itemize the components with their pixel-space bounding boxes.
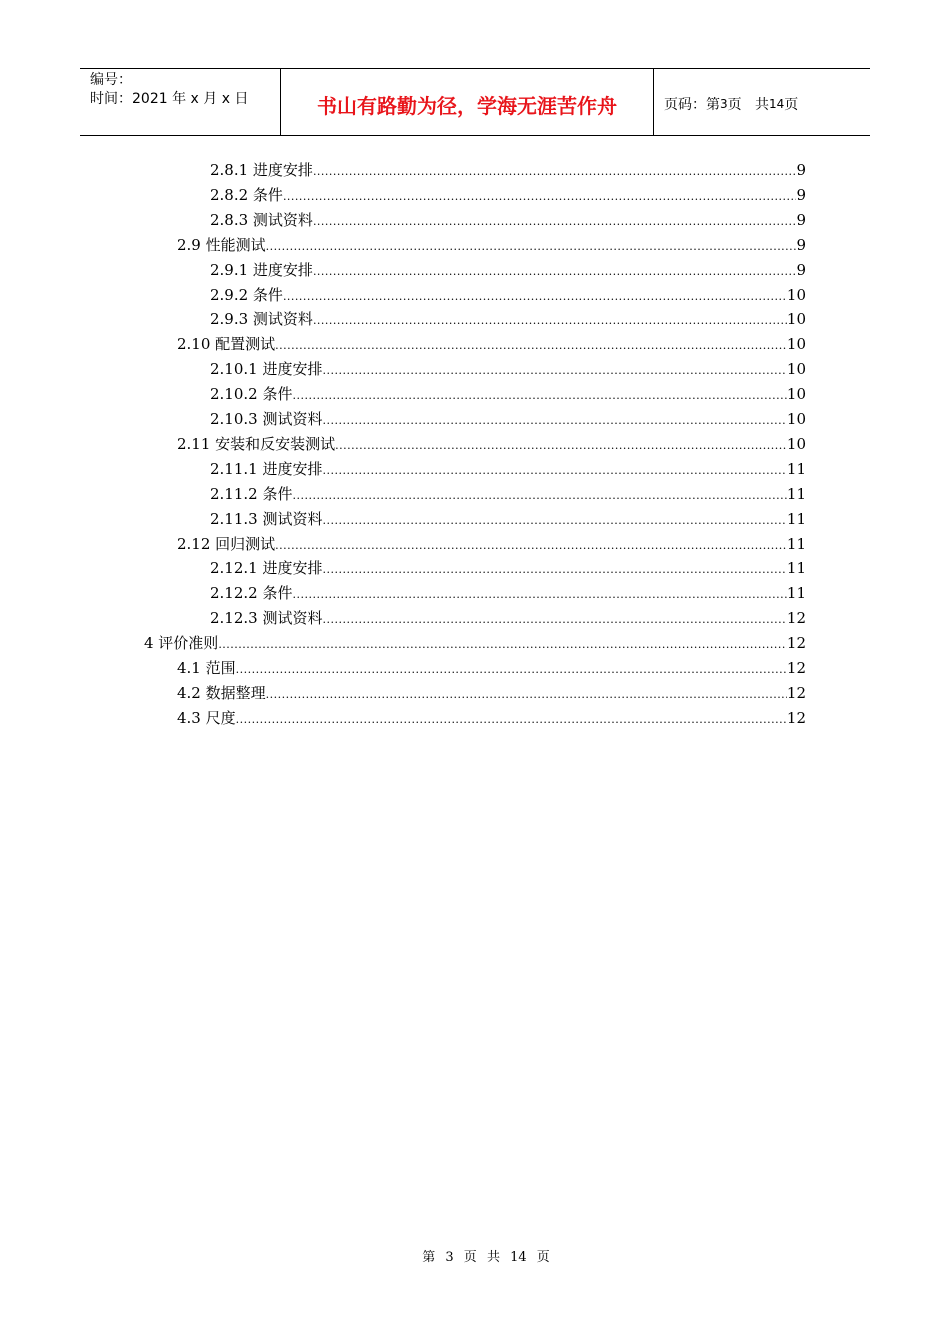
toc-entry-page: 11 (786, 584, 806, 602)
toc-entry-title: 2.10.2 条件 (210, 385, 293, 403)
toc-entry-page: 10 (786, 335, 806, 353)
toc-entry-page: 11 (786, 510, 806, 528)
document-date: 时间：2021 年 x 月 x 日 (90, 91, 249, 107)
toc-entry[interactable] (177, 707, 806, 729)
toc-entry-page: 10 (786, 360, 806, 378)
toc-entry-title: 2.11.1 进度安排 (210, 460, 323, 478)
toc-entry-page: 10 (786, 286, 806, 304)
toc-entry-title: 4.1 范围 (177, 659, 236, 677)
footer-total-pages: 14 (510, 1250, 527, 1265)
toc-leader-dots (322, 609, 786, 631)
toc-entry-title: 2.9.3 测试资料 (210, 310, 313, 328)
toc-entry[interactable] (210, 582, 806, 604)
toc-entry-title: 2.12.2 条件 (210, 584, 293, 602)
toc-leader-dots (313, 211, 797, 233)
toc-entry[interactable] (177, 657, 806, 679)
toc-entry-title: 4.3 尺度 (177, 709, 236, 727)
toc-entry[interactable] (210, 458, 806, 480)
footer-current-page: 3 (445, 1250, 454, 1265)
toc-leader-dots (275, 335, 787, 357)
toc-entry[interactable] (210, 308, 806, 330)
toc-entry[interactable] (177, 234, 806, 256)
toc-entry[interactable] (177, 682, 806, 704)
header-page-info (654, 69, 870, 135)
toc-leader-dots (236, 659, 787, 681)
toc-leader-dots (313, 161, 797, 183)
footer-mid1: 页 (463, 1250, 477, 1265)
toc-entry-title: 2.9.1 进度安排 (210, 261, 313, 279)
toc-leader-dots (322, 410, 786, 432)
toc-leader-dots (292, 485, 786, 507)
header-page-prefix: 页码：第 (664, 97, 720, 113)
toc-entry[interactable] (210, 184, 806, 206)
toc-leader-dots (313, 310, 787, 332)
document-number-label: 编号： (90, 72, 132, 88)
toc-entry-title: 2.11.2 条件 (210, 485, 293, 503)
toc-entry-title: 2.12.1 进度安排 (210, 559, 323, 577)
toc-entry[interactable] (210, 607, 806, 629)
toc-entry[interactable] (144, 632, 806, 654)
toc-entry[interactable] (210, 209, 806, 231)
toc-entry[interactable] (177, 533, 806, 555)
toc-entry[interactable] (210, 557, 806, 579)
toc-entry-title: 2.9.2 条件 (210, 286, 283, 304)
toc-entry-page: 10 (786, 310, 806, 328)
toc-entry-page: 12 (786, 709, 806, 727)
page-header (80, 68, 870, 136)
toc-entry[interactable] (177, 333, 806, 355)
toc-entry[interactable] (210, 358, 806, 380)
toc-leader-dots (335, 435, 787, 457)
toc-entry-page: 12 (786, 609, 806, 627)
toc-entry-page: 12 (786, 634, 806, 652)
toc-entry[interactable] (210, 408, 806, 430)
toc-leader-dots (218, 634, 787, 656)
toc-leader-dots (313, 261, 797, 283)
toc-leader-dots (322, 510, 786, 532)
toc-entry-title: 2.9 性能测试 (177, 236, 266, 254)
header-motto: 书山有路勤为径，学海无涯苦作舟 (281, 69, 654, 135)
footer-prefix: 第 (422, 1250, 436, 1265)
toc-entry-title: 4.2 数据整理 (177, 684, 266, 702)
toc-entry-page: 9 (796, 186, 806, 204)
toc-entry-page: 11 (786, 485, 806, 503)
toc-entry[interactable] (210, 383, 806, 405)
toc-entry-title: 2.8.2 条件 (210, 186, 283, 204)
toc-entry-page: 9 (796, 161, 806, 179)
toc-entry-page: 12 (786, 684, 806, 702)
toc-leader-dots (266, 684, 787, 706)
toc-entry-page: 12 (786, 659, 806, 677)
header-page-suffix: 页 (784, 97, 799, 113)
toc-entry[interactable] (210, 284, 806, 306)
toc-entry-title: 2.12 回归测试 (177, 535, 276, 553)
toc-leader-dots (292, 584, 786, 606)
page-footer (0, 1246, 950, 1265)
toc-entry-page: 11 (786, 559, 806, 577)
footer-suffix: 页 (536, 1250, 550, 1265)
header-page-total: 14 (769, 97, 785, 111)
toc-entry-page: 10 (786, 410, 806, 428)
toc-entry[interactable] (210, 508, 806, 530)
toc-leader-dots (283, 186, 797, 208)
toc-entry-title: 2.11.3 测试资料 (210, 510, 323, 528)
toc-entry-title: 2.12.3 测试资料 (210, 609, 323, 627)
toc-leader-dots (292, 385, 786, 407)
toc-entry-title: 2.10.3 测试资料 (210, 410, 323, 428)
toc-entry[interactable] (177, 433, 806, 455)
toc-entry-title: 2.8.1 进度安排 (210, 161, 313, 179)
toc-entry-title: 2.8.3 测试资料 (210, 211, 313, 229)
toc-leader-dots (283, 286, 787, 308)
toc-entry-page: 9 (796, 261, 806, 279)
header-page-current: 3 (720, 97, 728, 111)
header-page-mid: 页 共 (727, 97, 769, 113)
toc-entry-page: 9 (796, 236, 806, 254)
toc-entry-page: 9 (796, 211, 806, 229)
toc-entry-page: 10 (786, 385, 806, 403)
toc-entry-page: 11 (786, 535, 806, 553)
toc-leader-dots (322, 559, 786, 581)
toc-entry-title: 2.10 配置测试 (177, 335, 276, 353)
toc-entry[interactable] (210, 159, 806, 181)
toc-leader-dots (322, 460, 786, 482)
toc-entry-page: 10 (786, 435, 806, 453)
toc-entry-page: 11 (786, 460, 806, 478)
toc-entry-title: 2.11 安装和反安装测试 (177, 435, 336, 453)
toc-leader-dots (275, 535, 787, 557)
toc-entry[interactable] (210, 483, 806, 505)
footer-mid2: 共 (486, 1250, 500, 1265)
toc-leader-dots (236, 709, 787, 731)
toc-leader-dots (322, 360, 786, 382)
header-meta (80, 69, 281, 135)
toc-entry-title: 2.10.1 进度安排 (210, 360, 323, 378)
toc-entry-title: 4 评价准则 (144, 634, 219, 652)
toc-leader-dots (266, 236, 797, 258)
toc-entry[interactable] (210, 259, 806, 281)
